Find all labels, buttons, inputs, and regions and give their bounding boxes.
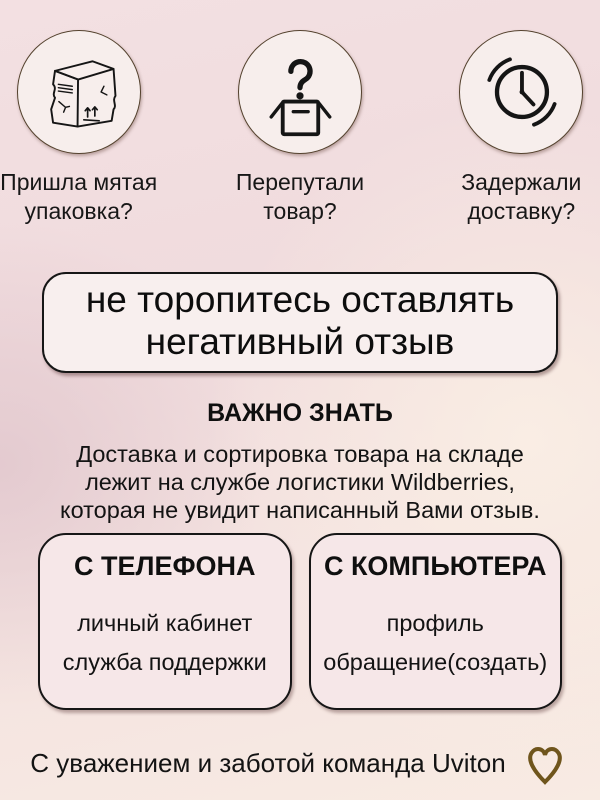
box-items-computer xyxy=(311,604,561,682)
box-item: обращение(создать) xyxy=(323,649,548,675)
issue-label-wrong-item xyxy=(236,168,364,226)
logistics-paragraph xyxy=(0,440,600,524)
footer xyxy=(0,734,600,792)
crumpled-box-circle xyxy=(17,30,141,154)
mystery-box-icon xyxy=(252,44,348,140)
issue-label-line: упаковка? xyxy=(24,198,133,224)
box-title-phone: С ТЕЛЕФОНА xyxy=(74,551,256,581)
issue-wrong-item xyxy=(221,30,378,226)
banner-line: негативный отзыв xyxy=(145,321,455,362)
banner-dont-rush xyxy=(42,272,558,373)
box-from-phone xyxy=(38,533,292,710)
banner-line: не торопитесь оставлять xyxy=(85,279,515,320)
box-from-computer xyxy=(309,533,563,710)
issue-label-line: товар? xyxy=(263,198,337,224)
footer-text: С уважением и заботой команда Uviton xyxy=(30,747,506,778)
issue-label-line: Задержали xyxy=(461,169,582,195)
box-item: профиль xyxy=(386,610,484,636)
paragraph-line: Доставка и сортировка товара на складе xyxy=(76,441,524,467)
paragraph-line: которая не увидит написанный Вами отзыв. xyxy=(60,497,540,523)
issue-label-line: Перепутали xyxy=(235,169,365,195)
important-heading: ВАЖНО ЗНАТЬ xyxy=(207,399,393,427)
issue-label-line: доставку? xyxy=(467,198,576,224)
box-item: личный кабинет xyxy=(77,610,253,636)
heart-icon xyxy=(520,734,570,792)
issue-label-line: Пришла мятая xyxy=(0,169,158,195)
clock-circle xyxy=(459,30,583,154)
issue-label-delivery xyxy=(461,168,581,226)
box-title-computer: С КОМПЬЮТЕРА xyxy=(323,551,547,581)
issue-icons-row xyxy=(0,0,600,226)
mystery-box-circle xyxy=(238,30,362,154)
instruction-boxes-row xyxy=(0,533,600,710)
paragraph-line: лежит на службе логистики Wildberries, xyxy=(85,469,515,495)
issue-crumpled-packaging xyxy=(0,30,157,226)
crumpled-box-icon xyxy=(31,44,127,140)
box-item: служба поддержки xyxy=(62,649,267,675)
clock-icon xyxy=(473,44,569,140)
box-items-phone xyxy=(40,604,290,682)
issue-label-packaging xyxy=(0,168,157,226)
issue-delayed-delivery xyxy=(443,30,600,226)
